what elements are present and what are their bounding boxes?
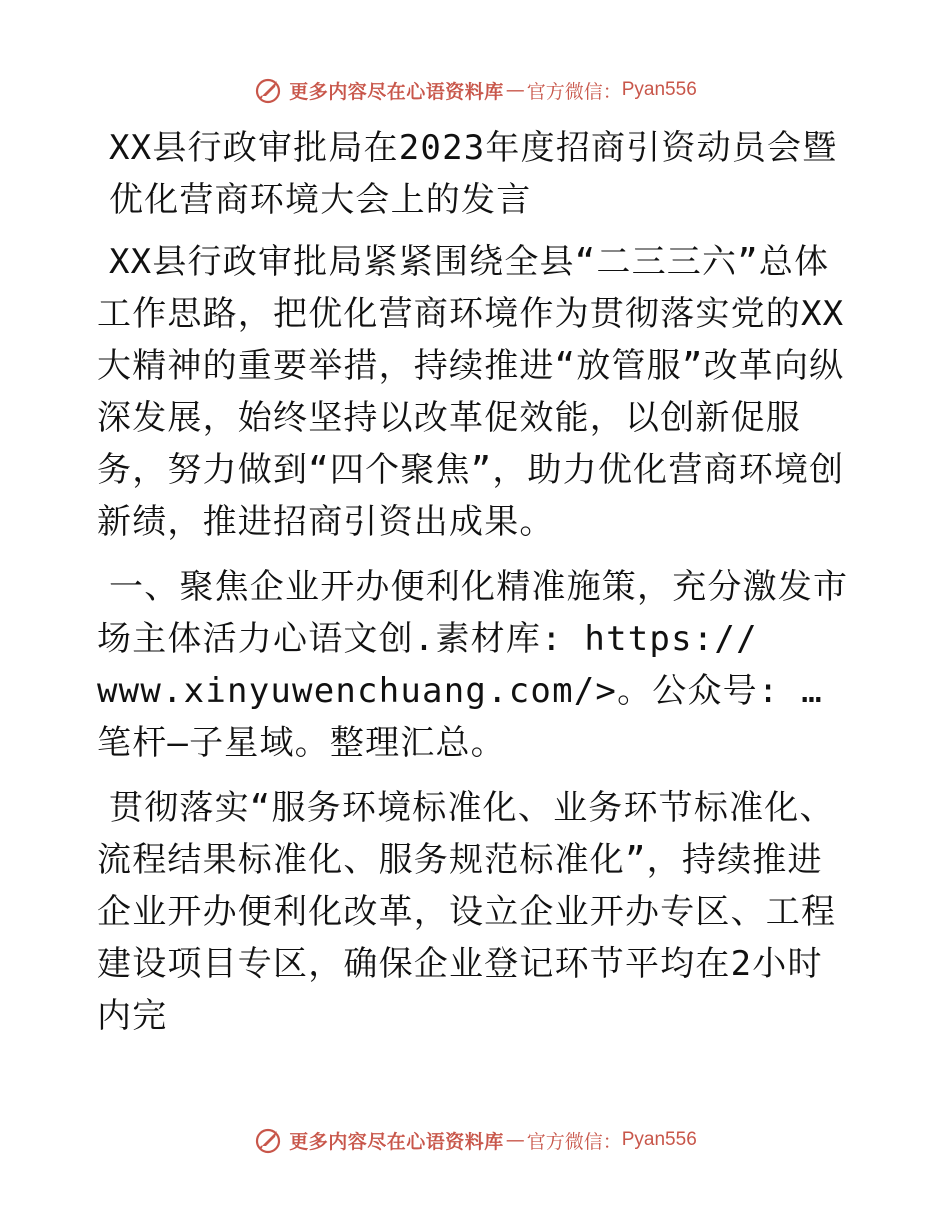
banner-official-label: 官方微信： (526, 80, 622, 103)
quill-pen-logo-icon (253, 1125, 283, 1155)
paragraph-section-one: 一、聚焦企业开办便利化精准施策，充分激发市场主体活力心语文创.素材库: https:// www.xinyuwenchuang.com/>。公众号: …笔杆—子星域。整理汇总。 (97, 567, 849, 763)
banner-text: 更多内容尽在心语资料库 (289, 1130, 504, 1153)
document-body (97, 122, 857, 1055)
banner-official-label: 官方微信： (526, 1130, 622, 1153)
banner-wechat-id: Pyan556 (621, 1129, 697, 1150)
banner-separator: — (505, 79, 525, 101)
quill-pen-logo-icon (253, 75, 283, 105)
banner-separator: — (505, 1129, 525, 1151)
footer-watermark-banner (0, 1120, 950, 1160)
header-watermark-banner (0, 70, 950, 110)
paragraph-standardization: 贯彻落实“服务环境标准化、业务环节标准化、流程结果标准化、服务规范标准化”，持续推进企业开办便利化改革，设立企业开办专区、工程建设项目专区，确保企业登记环节平均在2小时内完 (97, 788, 837, 1036)
paragraph-intro: XX县行政审批局紧紧围绕全县“二三三六”总体工作思路，把优化营商环境作为贯彻落实党的XX大精神的重要举措，持续推进“放管服”改革向纵深发展，始终坚持以改革促效能，以创新促服务，努力做到“四个聚焦”，助力优化营商环境创新绩，推进招商引资出成果。 (97, 242, 845, 542)
document-title: XX县行政审批局在2023年度招商引资动员会暨优化营商环境大会上的发言 (109, 128, 838, 220)
banner-text: 更多内容尽在心语资料库 (289, 80, 504, 103)
banner-wechat-id: Pyan556 (621, 79, 697, 100)
